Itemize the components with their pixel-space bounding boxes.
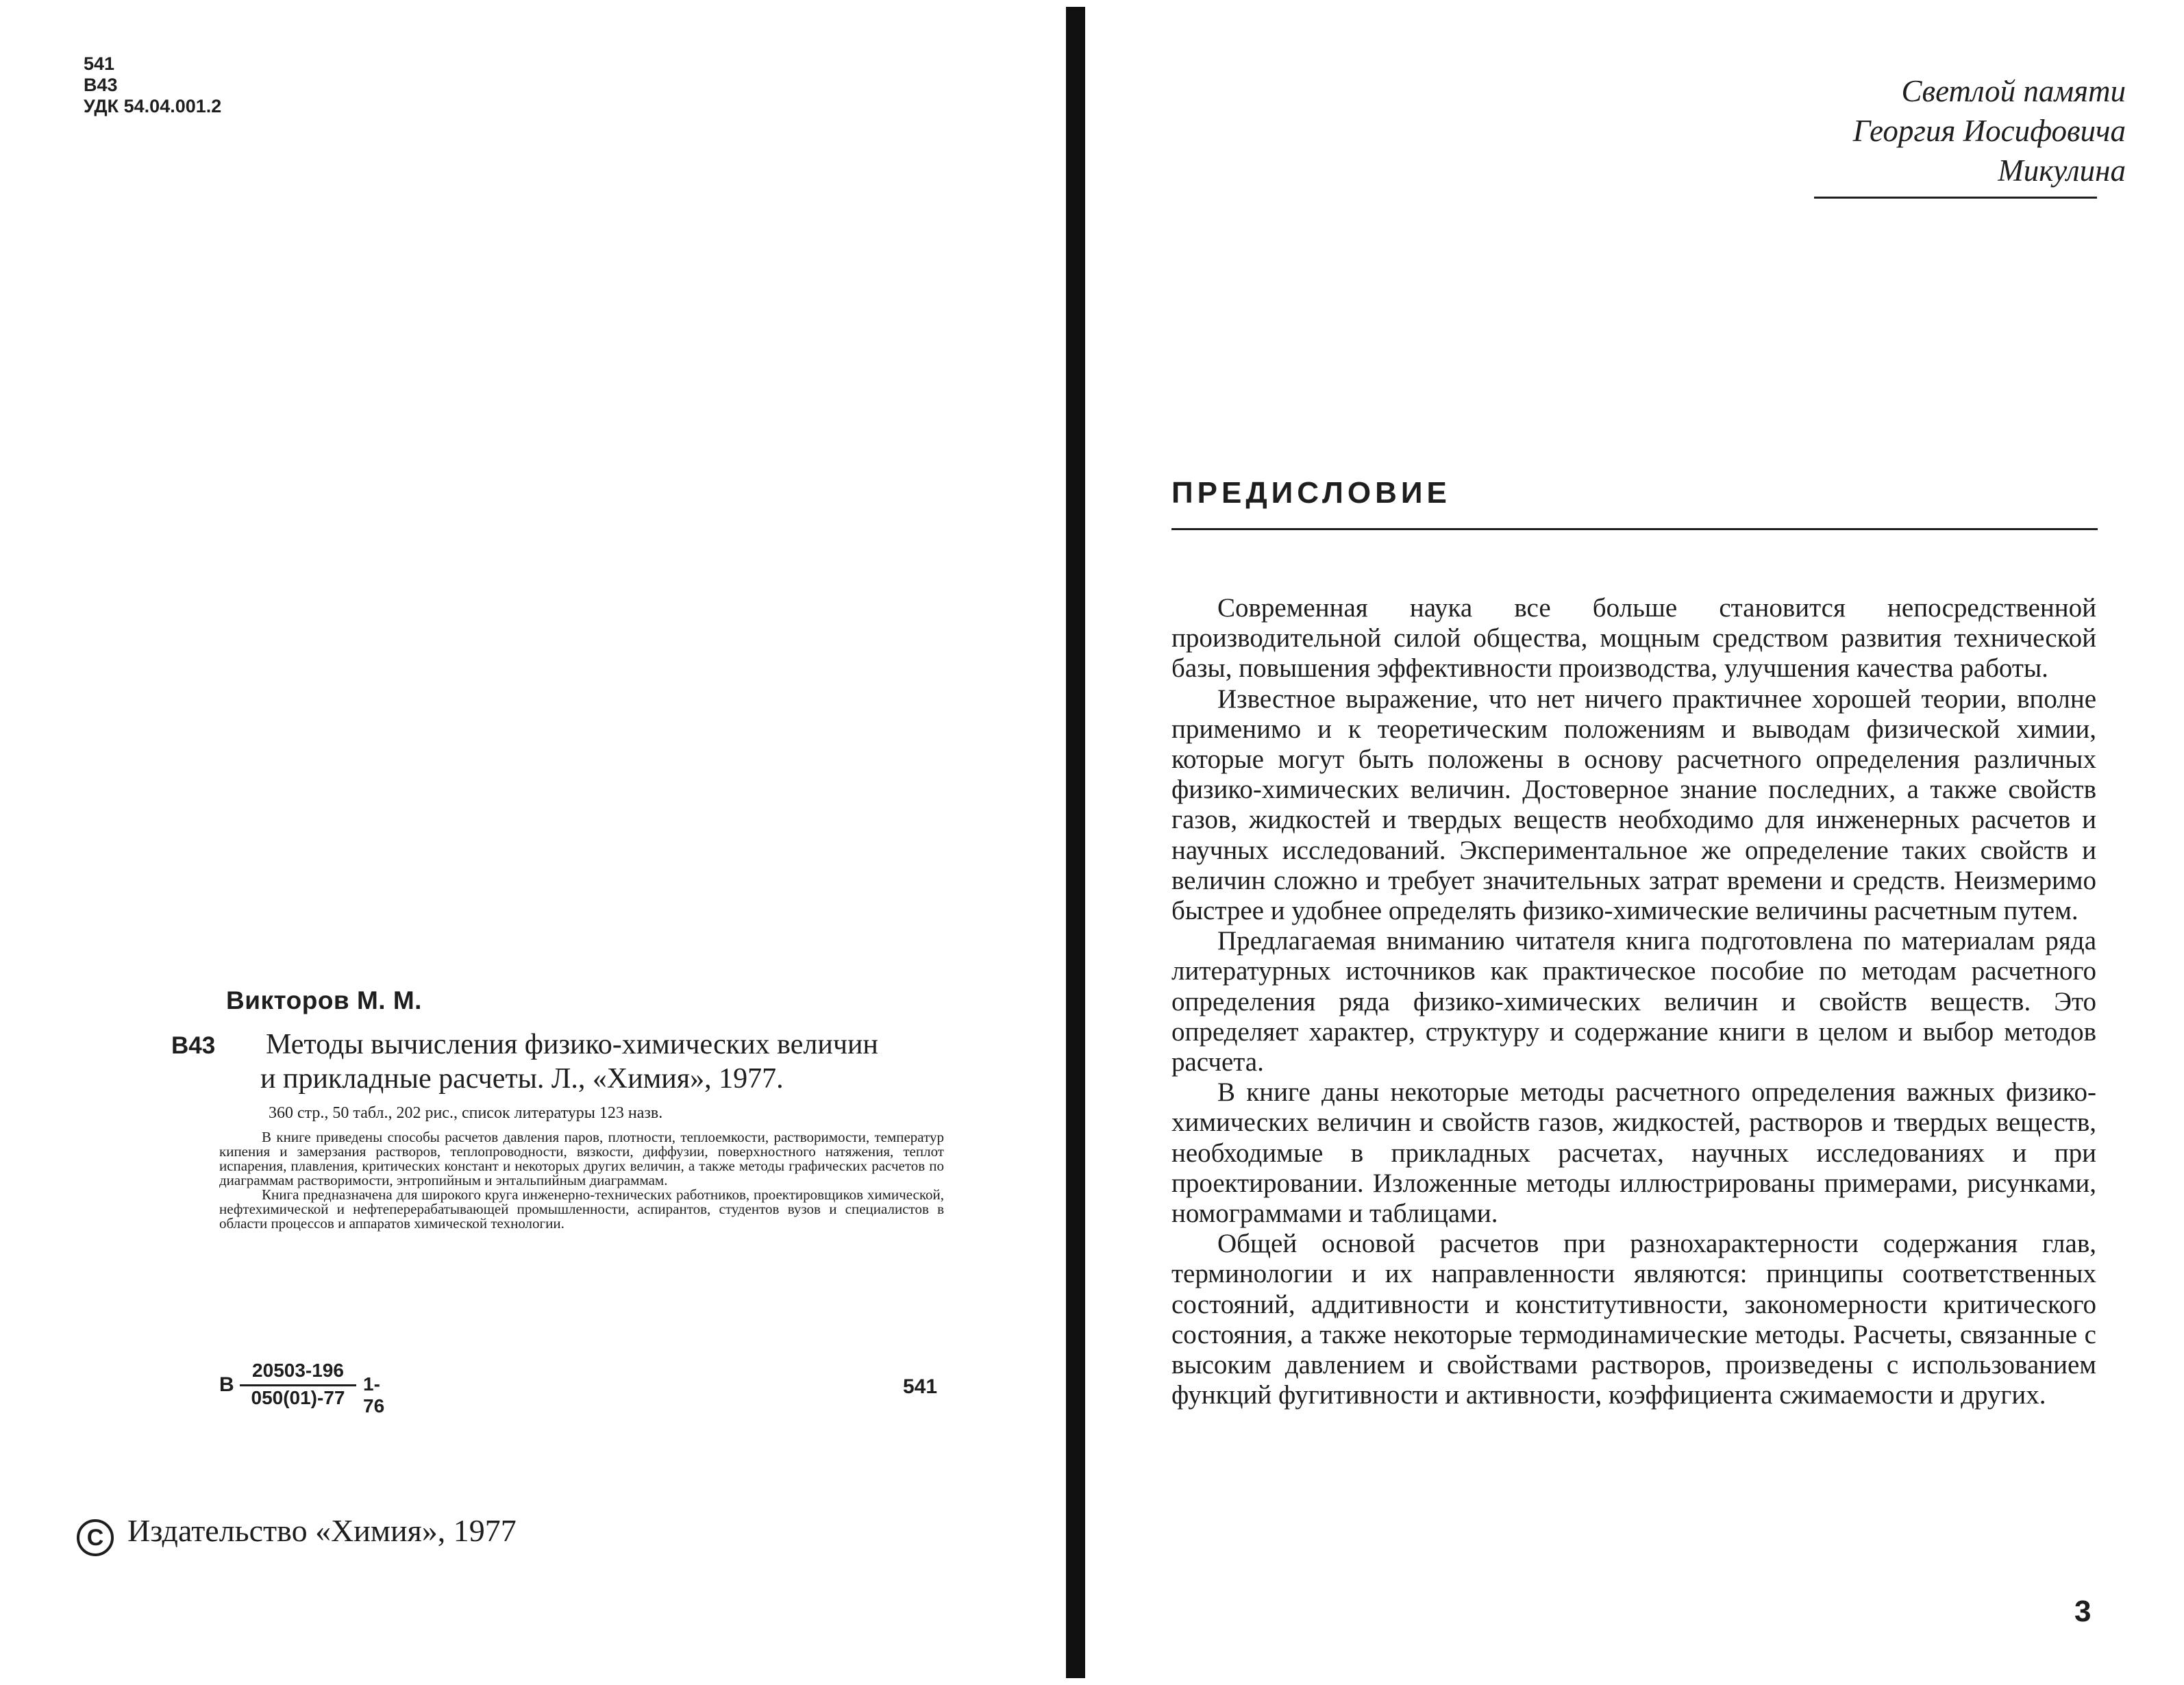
section-heading: ПРЕДИСЛОВИЕ [1171, 476, 1451, 510]
book-stats: 360 стр., 50 табл., 202 рис., список литературы 123 назв. [269, 1104, 663, 1122]
preface-paragraph: В книге даны некоторые методы расчетного определения важных физико-химических величин и свойств газов, жидкостей, растворов и твердых веществ, необходимые в прикладных расчетах, научных исследованиях и при проектировании. Изложенные методы иллюстрированы примерами, рисунками, номограммами и таблицами. [1171, 1077, 2096, 1229]
dedication-rule [1814, 197, 2097, 199]
annotation [219, 1130, 944, 1231]
preface-paragraph: Современная наука все больше становится непосредственной производительной силой общества, мощным средством развития технической базы, повышения эффективности производства, улучшения качества работы. [1171, 593, 2096, 684]
catalog-code: В43 [84, 75, 118, 95]
annotation-paragraph: В книге приведены способы расчетов давления паров, плотности, теплоемкости, растворимости, температур кипения и замерзания растворов, теплопроводности, вязкости, диффузии, поверхностного натяжения, теплот испарения, плавления, критических констант и некоторых других величин, а также методы графических расчетов по диаграммам растворимости, энтропийным и энтальпийным диаграммам. [219, 1129, 944, 1188]
preface-paragraph: Известное выражение, что нет ничего практичнее хорошей теории, вполне применимо и к теоретическим положениям и выводам физической химии, которые могут быть положены в основу расчетного определения различных физико-химических величин. Достоверное знание последних, а также свойств газов, жидкостей и твердых веществ необходимо для инженерных расчетов и научных исследований. Экспериментальное же определение таких свойств и величин сложно и требует значительных затрат времени и средств. Неизмеримо быстрее и удобнее определять физико-химические величины расчетным путем. [1171, 684, 2096, 926]
fraction-bar [240, 1384, 356, 1386]
catalog-code: 541 [84, 53, 115, 74]
copyright-icon: C [77, 1519, 114, 1556]
annotation-paragraph: Книга предназначена для широкого круга инженерно-технических работников, проектировщиков химической, нефтехимической и нефтеперерабатывающей промышленности, аспирантов, студентов вузов и специалистов в области процессов и аппаратов химической технологии. [219, 1186, 944, 1232]
classification-denominator: 050(01)-77 [251, 1387, 345, 1408]
book-title-line: и прикладные расчеты. Л., «Химия», 1977. [260, 1063, 784, 1095]
preface-body [1171, 593, 2096, 1410]
catalog-number: 541 [903, 1375, 938, 1398]
copyright [77, 1512, 517, 1556]
book-title [260, 1027, 944, 1096]
classification-prefix: В [219, 1373, 234, 1396]
dedication [1853, 71, 2126, 190]
catalog-codes [84, 53, 221, 117]
dedication-line: Георгия Иосифовича [1852, 114, 2126, 148]
dedication-line: Светлой памяти [1901, 74, 2126, 108]
index-code: В43 [171, 1032, 216, 1059]
book-title-line: Методы вычисления физико-химических величин [266, 1029, 878, 1060]
preface-paragraph: Общей основой расчетов при разнохарактерности содержания глав, терминологии и их направленности являются: принципы соответственных состояний, аддитивности и конститутивности, закономерности критического состояния, а также некоторые термодинамические методы. Расчеты, связанные с высоким давлением и свойствами растворов, произведены с использованием функций фугитивности и активности, коэффициента сжимаемости и других. [1171, 1229, 2096, 1410]
classification-numerator: 20503-196 [252, 1360, 344, 1381]
dedication-line: Микулина [1998, 153, 2126, 188]
classification-suffix: 1-76 [363, 1373, 385, 1416]
copyright-text: Издательство «Химия», 1977 [127, 1513, 517, 1548]
heading-rule [1171, 528, 2098, 530]
author-name: Викторов М. М. [226, 986, 422, 1014]
book-spine [1066, 7, 1085, 1678]
right-page [1117, 0, 2184, 1685]
udc-code: УДК 54.04.001.2 [84, 96, 222, 116]
preface-paragraph: Предлагаемая вниманию читателя книга подготовлена по материалам ряда литературных источников как практическое пособие по методам расчетного определения ряда физико-химических величин и свойств веществ. Это определяет характер, структуру и содержание книги в целом и выбор методов расчета. [1171, 926, 2096, 1077]
page-number: 3 [2074, 1595, 2092, 1628]
left-page [0, 0, 1069, 1685]
